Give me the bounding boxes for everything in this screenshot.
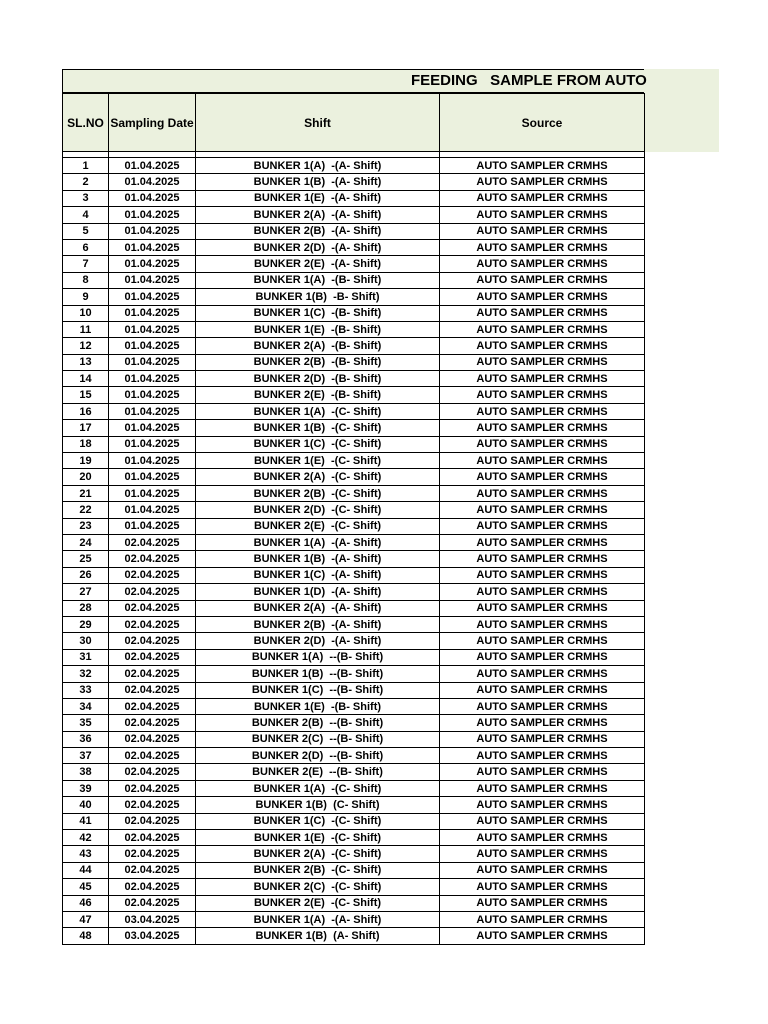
cell-sl-no[interactable]: 38 <box>63 764 109 780</box>
cell-sl-no[interactable]: 13 <box>63 354 109 370</box>
table-row <box>63 420 645 436</box>
table-row <box>63 272 645 288</box>
cell-source[interactable]: AUTO SAMPLER CRMHS <box>440 289 645 305</box>
cell-shift[interactable]: BUNKER 1(A) -(B- Shift) <box>196 272 440 288</box>
cell-source[interactable]: AUTO SAMPLER CRMHS <box>440 567 645 583</box>
cell-shift[interactable]: BUNKER 1(B) -B- Shift) <box>196 289 440 305</box>
cell-sl-no[interactable]: 4 <box>63 207 109 223</box>
cell-shift[interactable]: BUNKER 2(A) -(C- Shift) <box>196 846 440 862</box>
cell-shift[interactable]: BUNKER 1(B) -(A- Shift) <box>196 174 440 190</box>
cell-shift[interactable]: BUNKER 2(C) --(B- Shift) <box>196 731 440 747</box>
cell-source[interactable]: AUTO SAMPLER CRMHS <box>440 862 645 878</box>
table-row <box>63 584 645 600</box>
table-row <box>63 534 645 550</box>
cell-sampling-date[interactable]: 01.04.2025 <box>109 436 196 452</box>
cell-sampling-date[interactable]: 01.04.2025 <box>109 403 196 419</box>
cell-source[interactable]: AUTO SAMPLER CRMHS <box>440 895 645 911</box>
header-band-fill <box>644 93 719 152</box>
table-row <box>63 633 645 649</box>
table-row <box>63 223 645 239</box>
cell-sampling-date[interactable]: 01.04.2025 <box>109 387 196 403</box>
cell-sampling-date[interactable]: 02.04.2025 <box>109 813 196 829</box>
cell-sampling-date[interactable]: 02.04.2025 <box>109 715 196 731</box>
cell-source[interactable]: AUTO SAMPLER CRMHS <box>440 830 645 846</box>
cell-source[interactable]: AUTO SAMPLER CRMHS <box>440 748 645 764</box>
header-row <box>63 94 645 152</box>
table-row <box>63 485 645 501</box>
cell-shift[interactable]: BUNKER 1(A) --(B- Shift) <box>196 649 440 665</box>
cell-shift[interactable]: BUNKER 1(C) --(B- Shift) <box>196 682 440 698</box>
cell-shift[interactable]: BUNKER 2(B) -(C- Shift) <box>196 862 440 878</box>
table-row <box>63 715 645 731</box>
cell-shift[interactable]: BUNKER 2(B) -(B- Shift) <box>196 354 440 370</box>
table-row <box>63 190 645 206</box>
cell-sl-no[interactable]: 47 <box>63 911 109 927</box>
cell-source[interactable]: AUTO SAMPLER CRMHS <box>440 453 645 469</box>
table-row <box>63 207 645 223</box>
table-row <box>63 338 645 354</box>
table-row <box>63 748 645 764</box>
table-row <box>63 321 645 337</box>
table-row <box>63 567 645 583</box>
cell-sampling-date[interactable]: 01.04.2025 <box>109 518 196 534</box>
cell-sampling-date[interactable]: 01.04.2025 <box>109 420 196 436</box>
cell-shift[interactable]: BUNKER 2(A) -(A- Shift) <box>196 600 440 616</box>
cell-shift[interactable]: BUNKER 2(A) -(B- Shift) <box>196 338 440 354</box>
table-row <box>63 879 645 895</box>
cell-source[interactable]: AUTO SAMPLER CRMHS <box>440 813 645 829</box>
table-row <box>63 518 645 534</box>
cell-sl-no[interactable]: 36 <box>63 731 109 747</box>
header-sl-no[interactable]: SL.NO <box>63 94 109 152</box>
cell-sl-no[interactable]: 46 <box>63 895 109 911</box>
table-row <box>63 600 645 616</box>
table-row <box>63 289 645 305</box>
cell-shift[interactable]: BUNKER 1(E) -(B- Shift) <box>196 321 440 337</box>
cell-shift[interactable]: BUNKER 1(A) -(A- Shift) <box>196 158 440 174</box>
cell-sl-no[interactable]: 32 <box>63 666 109 682</box>
cell-sl-no[interactable]: 35 <box>63 715 109 731</box>
cell-sampling-date[interactable]: 01.04.2025 <box>109 239 196 255</box>
cell-sl-no[interactable]: 15 <box>63 387 109 403</box>
cell-sl-no[interactable]: 33 <box>63 682 109 698</box>
cell-sl-no[interactable]: 9 <box>63 289 109 305</box>
cell-sampling-date[interactable]: 02.04.2025 <box>109 551 196 567</box>
cell-source[interactable]: AUTO SAMPLER CRMHS <box>440 715 645 731</box>
table-row <box>63 305 645 321</box>
cell-source[interactable]: AUTO SAMPLER CRMHS <box>440 371 645 387</box>
table-row <box>63 682 645 698</box>
cell-sl-no[interactable]: 14 <box>63 371 109 387</box>
table-row <box>63 764 645 780</box>
cell-sl-no[interactable]: 29 <box>63 616 109 632</box>
cell-source[interactable]: AUTO SAMPLER CRMHS <box>440 338 645 354</box>
cell-shift[interactable]: BUNKER 1(B) --(B- Shift) <box>196 666 440 682</box>
table-body <box>63 152 645 945</box>
cell-sampling-date[interactable]: 02.04.2025 <box>109 780 196 796</box>
table-row <box>63 780 645 796</box>
cell-sampling-date[interactable]: 01.04.2025 <box>109 207 196 223</box>
cell-sl-no[interactable]: 20 <box>63 469 109 485</box>
cell-sampling-date[interactable]: 02.04.2025 <box>109 748 196 764</box>
cell-sampling-date[interactable]: 02.04.2025 <box>109 633 196 649</box>
cell-source[interactable]: AUTO SAMPLER CRMHS <box>440 911 645 927</box>
cell-shift[interactable]: BUNKER 2(E) -(B- Shift) <box>196 387 440 403</box>
cell-shift[interactable]: BUNKER 2(E) --(B- Shift) <box>196 764 440 780</box>
cell-shift[interactable]: BUNKER 1(C) -(C- Shift) <box>196 436 440 452</box>
cell-sl-no[interactable]: 40 <box>63 797 109 813</box>
cell-shift[interactable]: BUNKER 1(A) -(C- Shift) <box>196 780 440 796</box>
cell-source[interactable]: AUTO SAMPLER CRMHS <box>440 420 645 436</box>
table-row <box>63 666 645 682</box>
cell-source[interactable]: AUTO SAMPLER CRMHS <box>440 239 645 255</box>
cell-sl-no[interactable]: 26 <box>63 567 109 583</box>
cell-source[interactable]: AUTO SAMPLER CRMHS <box>440 879 645 895</box>
table-row <box>63 256 645 272</box>
cell-shift[interactable]: BUNKER 1(E) -(A- Shift) <box>196 190 440 206</box>
cell-shift[interactable]: BUNKER 2(A) -(A- Shift) <box>196 207 440 223</box>
cell-sl-no[interactable]: 2 <box>63 174 109 190</box>
cell-sl-no[interactable]: 10 <box>63 305 109 321</box>
table-row <box>63 158 645 174</box>
table-row <box>63 354 645 370</box>
cell-source[interactable]: AUTO SAMPLER CRMHS <box>440 223 645 239</box>
cell-sampling-date[interactable]: 01.04.2025 <box>109 289 196 305</box>
table-row <box>63 649 645 665</box>
table-row <box>63 797 645 813</box>
cell-source[interactable]: AUTO SAMPLER CRMHS <box>440 731 645 747</box>
cell-source[interactable]: AUTO SAMPLER CRMHS <box>440 502 645 518</box>
cell-source[interactable]: AUTO SAMPLER CRMHS <box>440 764 645 780</box>
cell-sampling-date[interactable]: 02.04.2025 <box>109 534 196 550</box>
cell-shift[interactable]: BUNKER 2(D) -(C- Shift) <box>196 502 440 518</box>
cell-sl-no[interactable]: 28 <box>63 600 109 616</box>
cell-sl-no[interactable]: 11 <box>63 321 109 337</box>
cell-shift[interactable]: BUNKER 1(B) (A- Shift) <box>196 928 440 944</box>
cell-source[interactable]: AUTO SAMPLER CRMHS <box>440 584 645 600</box>
cell-source[interactable]: AUTO SAMPLER CRMHS <box>440 190 645 206</box>
cell-sampling-date[interactable]: 02.04.2025 <box>109 616 196 632</box>
cell-shift[interactable]: BUNKER 2(B) -(C- Shift) <box>196 485 440 501</box>
table-row <box>63 698 645 714</box>
cell-sl-no[interactable]: 45 <box>63 879 109 895</box>
cell-source[interactable]: AUTO SAMPLER CRMHS <box>440 485 645 501</box>
cell-sampling-date[interactable]: 02.04.2025 <box>109 879 196 895</box>
cell-shift[interactable]: BUNKER 2(C) -(C- Shift) <box>196 879 440 895</box>
cell-shift[interactable]: BUNKER 2(A) -(C- Shift) <box>196 469 440 485</box>
table-row <box>63 830 645 846</box>
table-row <box>63 895 645 911</box>
cell-shift[interactable]: BUNKER 1(B) -(A- Shift) <box>196 551 440 567</box>
cell-source[interactable]: AUTO SAMPLER CRMHS <box>440 174 645 190</box>
cell-source[interactable]: AUTO SAMPLER CRMHS <box>440 207 645 223</box>
cell-sampling-date[interactable]: 03.04.2025 <box>109 928 196 944</box>
table-row <box>63 846 645 862</box>
cell-shift[interactable]: BUNKER 1(B) (C- Shift) <box>196 797 440 813</box>
cell-sl-no[interactable]: 16 <box>63 403 109 419</box>
cell-sl-no[interactable]: 25 <box>63 551 109 567</box>
table-row <box>63 502 645 518</box>
cell-shift[interactable]: BUNKER 1(E) -(C- Shift) <box>196 830 440 846</box>
cell-sl-no[interactable]: 19 <box>63 453 109 469</box>
cell-sampling-date[interactable]: 02.04.2025 <box>109 600 196 616</box>
cell-sampling-date[interactable]: 01.04.2025 <box>109 223 196 239</box>
cell-source[interactable]: AUTO SAMPLER CRMHS <box>440 797 645 813</box>
table-row <box>63 453 645 469</box>
cell-sl-no[interactable]: 21 <box>63 485 109 501</box>
cell-sampling-date[interactable]: 01.04.2025 <box>109 158 196 174</box>
cell-sl-no[interactable]: 22 <box>63 502 109 518</box>
cell-source[interactable]: AUTO SAMPLER CRMHS <box>440 321 645 337</box>
cell-source[interactable]: AUTO SAMPLER CRMHS <box>440 354 645 370</box>
cell-shift[interactable]: BUNKER 2(B) -(A- Shift) <box>196 223 440 239</box>
cell-sampling-date[interactable]: 02.04.2025 <box>109 731 196 747</box>
cell-sampling-date[interactable]: 01.04.2025 <box>109 338 196 354</box>
header-shift[interactable]: Shift <box>196 94 440 152</box>
cell-source[interactable]: AUTO SAMPLER CRMHS <box>440 387 645 403</box>
cell-source[interactable]: AUTO SAMPLER CRMHS <box>440 436 645 452</box>
table-row <box>63 371 645 387</box>
cell-sampling-date[interactable]: 01.04.2025 <box>109 272 196 288</box>
table-row <box>63 731 645 747</box>
cell-shift[interactable]: BUNKER 1(E) -(C- Shift) <box>196 453 440 469</box>
cell-source[interactable]: AUTO SAMPLER CRMHS <box>440 698 645 714</box>
cell-sl-no[interactable]: 44 <box>63 862 109 878</box>
cell-sl-no[interactable]: 18 <box>63 436 109 452</box>
cell-sl-no[interactable]: 48 <box>63 928 109 944</box>
cell-sampling-date[interactable]: 01.04.2025 <box>109 256 196 272</box>
cell-source[interactable]: AUTO SAMPLER CRMHS <box>440 846 645 862</box>
cell-source[interactable]: AUTO SAMPLER CRMHS <box>440 682 645 698</box>
cell-shift[interactable]: BUNKER 1(C) -(C- Shift) <box>196 813 440 829</box>
cell-shift[interactable]: BUNKER 1(C) -(B- Shift) <box>196 305 440 321</box>
cell-shift[interactable]: BUNKER 2(B) --(B- Shift) <box>196 715 440 731</box>
cell-sampling-date[interactable]: 01.04.2025 <box>109 354 196 370</box>
cell-source[interactable]: AUTO SAMPLER CRMHS <box>440 469 645 485</box>
cell-sl-no[interactable]: 24 <box>63 534 109 550</box>
cell-shift[interactable]: BUNKER 2(E) -(C- Shift) <box>196 895 440 911</box>
cell-source[interactable]: AUTO SAMPLER CRMHS <box>440 649 645 665</box>
cell-sampling-date[interactable]: 02.04.2025 <box>109 567 196 583</box>
cell-source[interactable]: AUTO SAMPLER CRMHS <box>440 780 645 796</box>
cell-sampling-date[interactable]: 02.04.2025 <box>109 682 196 698</box>
cell-sl-no[interactable]: 8 <box>63 272 109 288</box>
cell-shift[interactable]: BUNKER 2(D) --(B- Shift) <box>196 748 440 764</box>
cell-sampling-date[interactable]: 02.04.2025 <box>109 830 196 846</box>
table-row <box>63 928 645 944</box>
cell-sl-no[interactable]: 34 <box>63 698 109 714</box>
cell-shift[interactable]: BUNKER 1(A) -(A- Shift) <box>196 534 440 550</box>
table-row <box>63 862 645 878</box>
table-row <box>63 551 645 567</box>
cell-shift[interactable]: BUNKER 1(A) -(A- Shift) <box>196 911 440 927</box>
cell-sampling-date[interactable]: 01.04.2025 <box>109 305 196 321</box>
cell-sampling-date[interactable]: 02.04.2025 <box>109 797 196 813</box>
cell-source[interactable]: AUTO SAMPLER CRMHS <box>440 666 645 682</box>
cell-sampling-date[interactable]: 02.04.2025 <box>109 862 196 878</box>
cell-sl-no[interactable]: 23 <box>63 518 109 534</box>
cell-shift[interactable]: BUNKER 1(B) -(C- Shift) <box>196 420 440 436</box>
cell-sampling-date[interactable]: 01.04.2025 <box>109 453 196 469</box>
table-row <box>63 174 645 190</box>
cell-sampling-date[interactable]: 02.04.2025 <box>109 895 196 911</box>
sheet-title: FEEDING SAMPLE FROM AUTO <box>411 72 647 89</box>
cell-sampling-date[interactable]: 03.04.2025 <box>109 911 196 927</box>
table-row <box>63 387 645 403</box>
cell-sampling-date[interactable]: 02.04.2025 <box>109 764 196 780</box>
cell-shift[interactable]: BUNKER 1(E) -(B- Shift) <box>196 698 440 714</box>
cell-sl-no[interactable]: 3 <box>63 190 109 206</box>
cell-sampling-date[interactable]: 02.04.2025 <box>109 698 196 714</box>
header-sampling-date[interactable]: Sampling Date <box>109 94 196 152</box>
cell-sl-no[interactable]: 7 <box>63 256 109 272</box>
cell-shift[interactable]: BUNKER 1(A) -(C- Shift) <box>196 403 440 419</box>
cell-source[interactable]: AUTO SAMPLER CRMHS <box>440 616 645 632</box>
table-row <box>63 436 645 452</box>
cell-shift[interactable]: BUNKER 2(E) -(A- Shift) <box>196 256 440 272</box>
cell-sampling-date[interactable]: 01.04.2025 <box>109 190 196 206</box>
cell-shift[interactable]: BUNKER 1(D) -(A- Shift) <box>196 584 440 600</box>
cell-sl-no[interactable]: 17 <box>63 420 109 436</box>
table-row <box>63 911 645 927</box>
cell-sl-no[interactable]: 1 <box>63 158 109 174</box>
cell-sampling-date[interactable]: 01.04.2025 <box>109 174 196 190</box>
cell-sampling-date[interactable]: 01.04.2025 <box>109 485 196 501</box>
table-row <box>63 813 645 829</box>
cell-shift[interactable]: BUNKER 1(C) -(A- Shift) <box>196 567 440 583</box>
cell-sl-no[interactable]: 12 <box>63 338 109 354</box>
cell-shift[interactable]: BUNKER 2(D) -(A- Shift) <box>196 633 440 649</box>
cell-shift[interactable]: BUNKER 2(D) -(A- Shift) <box>196 239 440 255</box>
cell-sampling-date[interactable]: 01.04.2025 <box>109 469 196 485</box>
cell-sl-no[interactable]: 37 <box>63 748 109 764</box>
cell-sl-no[interactable]: 5 <box>63 223 109 239</box>
cell-sampling-date[interactable]: 01.04.2025 <box>109 371 196 387</box>
cell-sl-no[interactable]: 6 <box>63 239 109 255</box>
cell-sl-no[interactable]: 31 <box>63 649 109 665</box>
cell-sampling-date[interactable]: 02.04.2025 <box>109 649 196 665</box>
cell-sampling-date[interactable]: 02.04.2025 <box>109 584 196 600</box>
cell-shift[interactable]: BUNKER 2(B) -(A- Shift) <box>196 616 440 632</box>
cell-source[interactable]: AUTO SAMPLER CRMHS <box>440 272 645 288</box>
cell-source[interactable]: AUTO SAMPLER CRMHS <box>440 256 645 272</box>
cell-source[interactable]: AUTO SAMPLER CRMHS <box>440 633 645 649</box>
sampling-table <box>62 93 645 945</box>
cell-sl-no[interactable]: 43 <box>63 846 109 862</box>
cell-shift[interactable]: BUNKER 2(D) -(B- Shift) <box>196 371 440 387</box>
cell-sl-no[interactable]: 30 <box>63 633 109 649</box>
cell-sl-no[interactable]: 41 <box>63 813 109 829</box>
table-row <box>63 469 645 485</box>
cell-shift[interactable]: BUNKER 2(E) -(C- Shift) <box>196 518 440 534</box>
cell-source[interactable]: AUTO SAMPLER CRMHS <box>440 534 645 550</box>
cell-sampling-date[interactable]: 02.04.2025 <box>109 846 196 862</box>
cell-sampling-date[interactable]: 02.04.2025 <box>109 666 196 682</box>
cell-source[interactable]: AUTO SAMPLER CRMHS <box>440 403 645 419</box>
cell-source[interactable]: AUTO SAMPLER CRMHS <box>440 518 645 534</box>
cell-source[interactable]: AUTO SAMPLER CRMHS <box>440 158 645 174</box>
cell-sl-no[interactable]: 27 <box>63 584 109 600</box>
cell-source[interactable]: AUTO SAMPLER CRMHS <box>440 551 645 567</box>
cell-source[interactable]: AUTO SAMPLER CRMHS <box>440 305 645 321</box>
header-source[interactable]: Source <box>440 94 645 152</box>
cell-sampling-date[interactable]: 01.04.2025 <box>109 502 196 518</box>
cell-source[interactable]: AUTO SAMPLER CRMHS <box>440 928 645 944</box>
cell-source[interactable]: AUTO SAMPLER CRMHS <box>440 600 645 616</box>
table-row <box>63 403 645 419</box>
table-row <box>63 616 645 632</box>
table-row <box>63 239 645 255</box>
cell-sampling-date[interactable]: 01.04.2025 <box>109 321 196 337</box>
cell-sl-no[interactable]: 39 <box>63 780 109 796</box>
cell-sl-no[interactable]: 42 <box>63 830 109 846</box>
